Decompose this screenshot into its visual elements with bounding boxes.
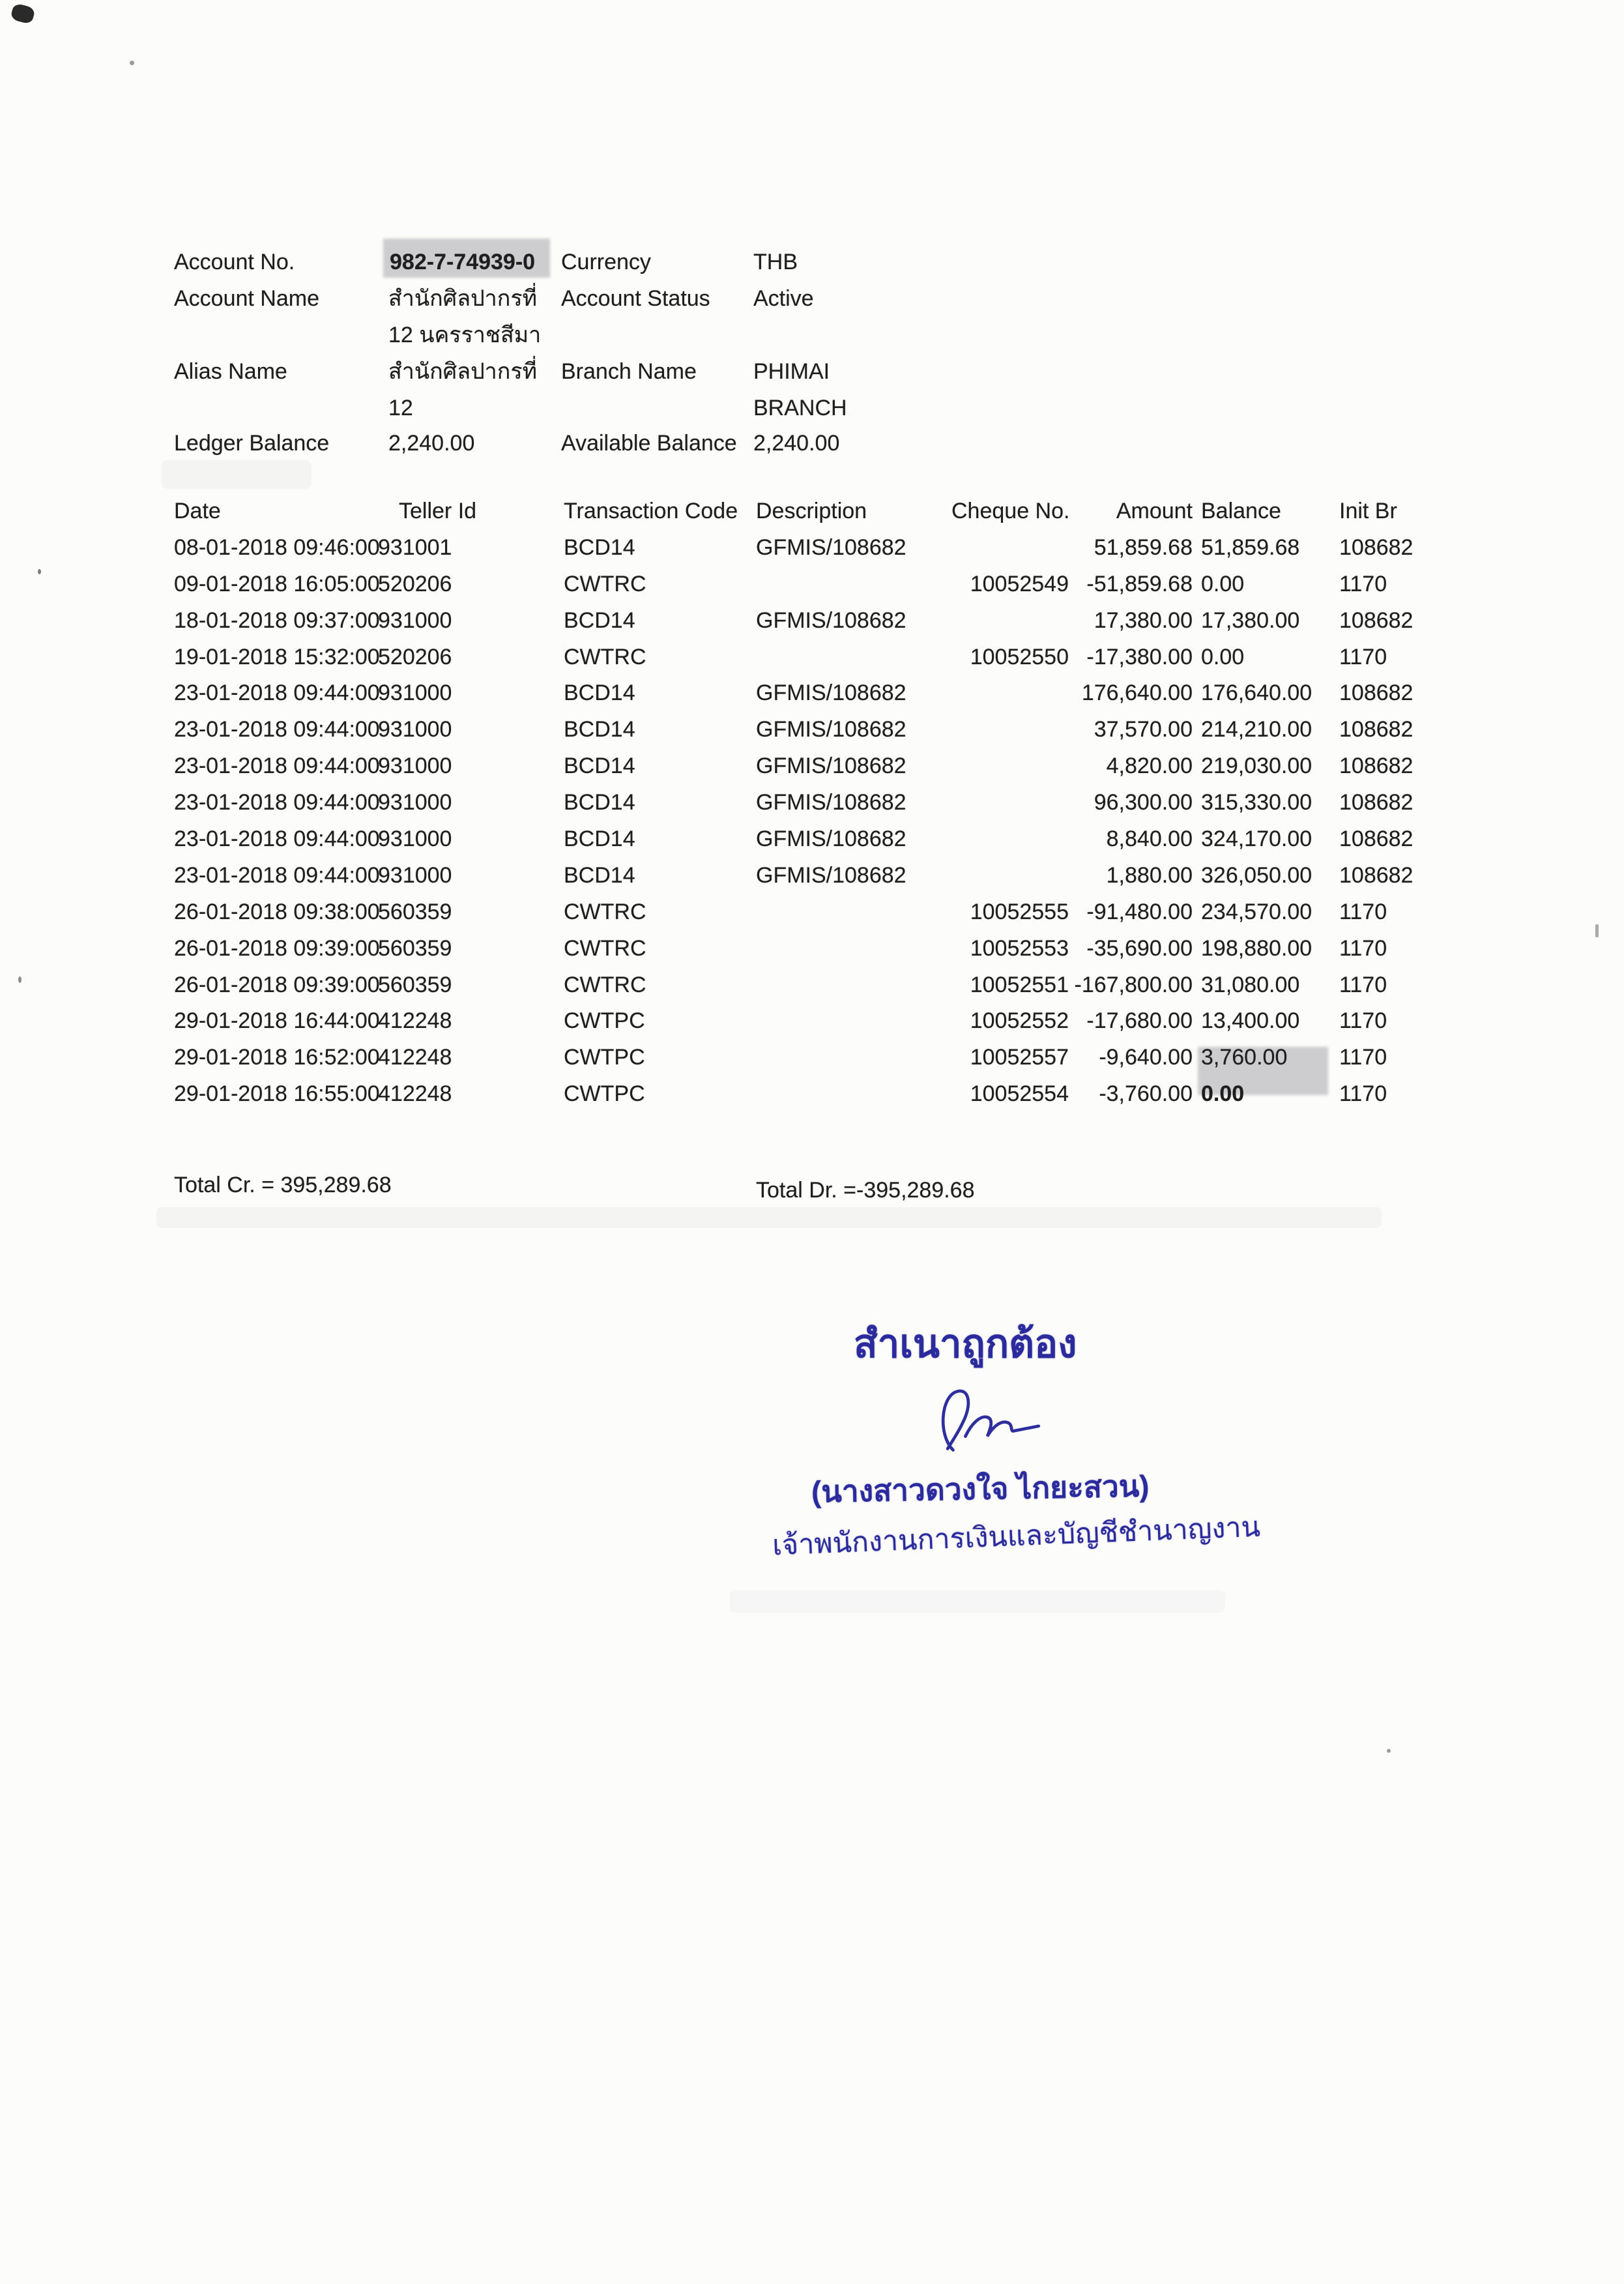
- account-status-value: Active: [753, 286, 814, 311]
- cell-init: 108682: [1339, 827, 1414, 852]
- header-date: Date: [174, 499, 221, 523]
- cell-teller: 931000: [378, 681, 452, 706]
- cell-init: 1170: [1339, 935, 1387, 961]
- cell-teller: 412248: [378, 1081, 452, 1107]
- cell-desc: [756, 1040, 951, 1076]
- cell-desc: GFMIS/108682: [756, 608, 906, 633]
- branch-name-value: PHIMAI BRANCH: [753, 359, 847, 420]
- scan-smudge: [730, 1590, 1225, 1613]
- cell-amount: 17,380.00: [1094, 608, 1193, 633]
- cell-amount: -9,640.00: [1099, 1045, 1193, 1070]
- cell-cheque: [951, 821, 1069, 858]
- cell-balance: 0.00: [1201, 1081, 1245, 1107]
- cell-teller: 931000: [378, 608, 452, 633]
- header-balance: Balance: [1201, 499, 1281, 523]
- cell-date: 09-01-2018 16:05:00: [174, 571, 380, 596]
- header-description: Description: [756, 499, 867, 523]
- cell-init: 108682: [1339, 790, 1414, 815]
- cell-amount: -17,680.00: [1086, 1008, 1193, 1034]
- cell-amount: -51,859.68: [1086, 571, 1193, 596]
- cell-date: 29-01-2018 16:44:00: [174, 1008, 380, 1034]
- cell-date: 23-01-2018 09:44:00: [174, 862, 380, 888]
- cell-code: BCD14: [564, 790, 635, 815]
- cell-date: 23-01-2018 09:44:00: [174, 790, 380, 815]
- cell-amount: -167,800.00: [1074, 972, 1193, 997]
- cell-teller: 931000: [378, 754, 452, 779]
- cell-cheque: 10052553: [970, 935, 1069, 961]
- cell-cheque: [951, 675, 1069, 712]
- cell-amount: 37,570.00: [1094, 717, 1193, 742]
- account-name-value: สำนักศิลปากรที่ 12 นครราชสีมา: [388, 286, 542, 347]
- cell-init: 1170: [1339, 972, 1387, 997]
- header-init-br: Init Br: [1339, 499, 1397, 523]
- cell-code: CWTRC: [564, 571, 646, 596]
- cell-date: 26-01-2018 09:39:00: [174, 972, 380, 997]
- cell-teller: 931000: [378, 717, 452, 742]
- cell-desc: GFMIS/108682: [756, 862, 906, 888]
- cell-balance: 51,859.68: [1201, 534, 1300, 560]
- ledger-balance-label: Ledger Balance: [174, 431, 330, 456]
- cell-amount: -35,690.00: [1086, 935, 1193, 961]
- cell-code: BCD14: [564, 681, 635, 706]
- cell-cheque: [951, 603, 1069, 639]
- cell-cheque: 10052552: [970, 1008, 1069, 1034]
- cell-amount: 1,880.00: [1106, 862, 1193, 888]
- cell-balance: 214,210.00: [1201, 717, 1312, 742]
- account-no-value: 982-7-74939-0: [390, 250, 536, 274]
- certified-copy-stamp: สำเนาถูกต้อง: [854, 1322, 1077, 1366]
- cell-cheque: [951, 712, 1069, 748]
- cell-teller: 412248: [378, 1008, 452, 1034]
- header-amount: Amount: [1116, 499, 1193, 523]
- cell-cheque: 10052550: [970, 644, 1069, 669]
- scan-artifact: [18, 976, 22, 983]
- cell-code: CWTPC: [564, 1008, 645, 1034]
- cell-code: BCD14: [564, 534, 635, 560]
- cell-amount: -3,760.00: [1099, 1081, 1193, 1107]
- cell-code: CWTPC: [564, 1045, 645, 1070]
- cell-desc: GFMIS/108682: [756, 534, 906, 560]
- cell-date: 18-01-2018 09:37:00: [174, 608, 380, 633]
- cell-balance: 3,760.00: [1201, 1045, 1288, 1070]
- available-balance-value: 2,240.00: [753, 431, 840, 456]
- cell-cheque: [951, 748, 1069, 785]
- cell-date: 23-01-2018 09:44:00: [174, 717, 380, 742]
- cell-desc: [756, 967, 951, 1004]
- cell-teller: 560359: [378, 935, 452, 961]
- signer-name: (นางสาวดวงใจ ไกยะสวน): [811, 1469, 1150, 1509]
- cell-desc: [756, 1003, 951, 1040]
- cell-cheque: 10052554: [970, 1081, 1069, 1107]
- cell-init: 1170: [1339, 1045, 1387, 1070]
- cell-cheque: 10052549: [970, 571, 1069, 596]
- currency-value: THB: [753, 250, 798, 274]
- alias-name-value: สำนักศิลปากรที่ 12: [388, 359, 538, 420]
- cell-date: 23-01-2018 09:44:00: [174, 827, 380, 852]
- branch-name-label: Branch Name: [561, 359, 697, 384]
- cell-cheque: 10052557: [970, 1045, 1069, 1070]
- cell-teller: 931000: [378, 790, 452, 815]
- signer-title: เจ้าพนักงานการเงินและบัญชีชำนาญงาน: [772, 1511, 1261, 1562]
- header-transaction-code: Transaction Code: [564, 499, 738, 523]
- cell-teller: 560359: [378, 899, 452, 924]
- cell-balance: 176,640.00: [1201, 681, 1312, 706]
- cell-teller: 931000: [378, 827, 452, 852]
- ledger-balance-value: 2,240.00: [388, 431, 475, 456]
- cell-date: 19-01-2018 15:32:00: [174, 644, 380, 669]
- cell-init: 1170: [1339, 571, 1387, 596]
- scan-smudge: [162, 460, 312, 489]
- cell-init: 108682: [1339, 754, 1414, 779]
- cell-balance: 0.00: [1201, 644, 1245, 669]
- signature: [929, 1387, 1046, 1459]
- cell-balance: 219,030.00: [1201, 754, 1312, 779]
- cell-balance: 234,570.00: [1201, 899, 1312, 924]
- scan-artifact: [130, 61, 134, 65]
- total-debit: Total Dr. =-395,289.68: [756, 1178, 975, 1203]
- cell-desc: GFMIS/108682: [756, 827, 906, 852]
- cell-amount: 51,859.68: [1094, 534, 1193, 560]
- cell-desc: [756, 639, 951, 676]
- cell-init: 1170: [1339, 1008, 1387, 1034]
- cell-desc: GFMIS/108682: [756, 717, 906, 742]
- cell-code: BCD14: [564, 608, 635, 633]
- cell-date: 29-01-2018 16:52:00: [174, 1045, 380, 1070]
- cell-teller: 520206: [378, 571, 452, 596]
- cell-amount: 4,820.00: [1106, 754, 1193, 779]
- cell-date: 08-01-2018 09:46:00: [174, 534, 380, 560]
- cell-amount: 8,840.00: [1106, 827, 1193, 852]
- cell-code: CWTRC: [564, 935, 646, 961]
- cell-balance: 326,050.00: [1201, 862, 1312, 888]
- cell-amount: 176,640.00: [1081, 681, 1193, 706]
- cell-code: CWTRC: [564, 899, 646, 924]
- scan-artifact: [38, 569, 41, 574]
- cell-code: BCD14: [564, 827, 635, 852]
- cell-desc: GFMIS/108682: [756, 754, 906, 779]
- cell-teller: 931000: [378, 862, 452, 888]
- cell-desc: GFMIS/108682: [756, 681, 906, 706]
- cell-teller: 560359: [378, 972, 452, 997]
- cell-balance: 0.00: [1201, 571, 1245, 596]
- cell-teller: 520206: [378, 644, 452, 669]
- currency-label: Currency: [561, 250, 651, 274]
- total-credit: Total Cr. = 395,289.68: [174, 1173, 392, 1197]
- cell-balance: 324,170.00: [1201, 827, 1312, 852]
- cell-balance: 13,400.00: [1201, 1008, 1300, 1034]
- cell-cheque: [951, 530, 1069, 566]
- scan-artifact: [1595, 924, 1599, 937]
- cell-desc: [756, 894, 951, 931]
- alias-name-label: Alias Name: [174, 359, 287, 384]
- header-teller-id: Teller Id: [399, 499, 477, 523]
- cell-date: 26-01-2018 09:39:00: [174, 935, 380, 961]
- cell-code: CWTRC: [564, 972, 646, 997]
- signature-icon: [929, 1387, 1046, 1456]
- cell-amount: -17,380.00: [1086, 644, 1193, 669]
- cell-desc: [756, 931, 951, 967]
- cell-date: 29-01-2018 16:55:00: [174, 1081, 380, 1107]
- cell-amount: -91,480.00: [1086, 899, 1193, 924]
- cell-init: 108682: [1339, 534, 1414, 560]
- cell-code: CWTPC: [564, 1081, 645, 1107]
- cell-cheque: 10052551: [970, 972, 1069, 997]
- scan-smudge: [156, 1207, 1382, 1228]
- cell-date: 23-01-2018 09:44:00: [174, 754, 380, 779]
- transaction-table: [174, 493, 1442, 1113]
- cell-init: 108682: [1339, 717, 1414, 742]
- cell-balance: 198,880.00: [1201, 935, 1312, 961]
- cell-amount: 96,300.00: [1094, 790, 1193, 815]
- available-balance-label: Available Balance: [561, 431, 737, 456]
- cell-init: 108682: [1339, 681, 1414, 706]
- cell-desc: [756, 566, 951, 603]
- cell-cheque: 10052555: [970, 899, 1069, 924]
- cell-cheque: [951, 858, 1069, 894]
- header-cheque-no: Cheque No.: [951, 499, 1070, 523]
- scan-artifact: [1387, 1749, 1391, 1753]
- account-no-label: Account No.: [174, 250, 295, 274]
- cell-desc: GFMIS/108682: [756, 790, 906, 815]
- cell-init: 108682: [1339, 862, 1414, 888]
- cell-teller: 412248: [378, 1045, 452, 1070]
- cell-date: 23-01-2018 09:44:00: [174, 681, 380, 706]
- scan-artifact: [10, 3, 36, 25]
- cell-init: 1170: [1339, 644, 1387, 669]
- cell-balance: 17,380.00: [1201, 608, 1300, 633]
- cell-code: CWTRC: [564, 644, 646, 669]
- cell-date: 26-01-2018 09:38:00: [174, 899, 380, 924]
- cell-init: 108682: [1339, 608, 1414, 633]
- cell-desc: [756, 1076, 951, 1113]
- cell-init: 1170: [1339, 899, 1387, 924]
- cell-teller: 931001: [378, 534, 452, 560]
- cell-code: BCD14: [564, 717, 635, 742]
- cell-cheque: [951, 785, 1069, 821]
- cell-balance: 31,080.00: [1201, 972, 1300, 997]
- cell-balance: 315,330.00: [1201, 790, 1312, 815]
- cell-code: BCD14: [564, 754, 635, 779]
- cell-code: BCD14: [564, 862, 635, 888]
- cell-init: 1170: [1339, 1081, 1387, 1107]
- account-status-label: Account Status: [561, 286, 710, 311]
- account-name-label: Account Name: [174, 286, 319, 311]
